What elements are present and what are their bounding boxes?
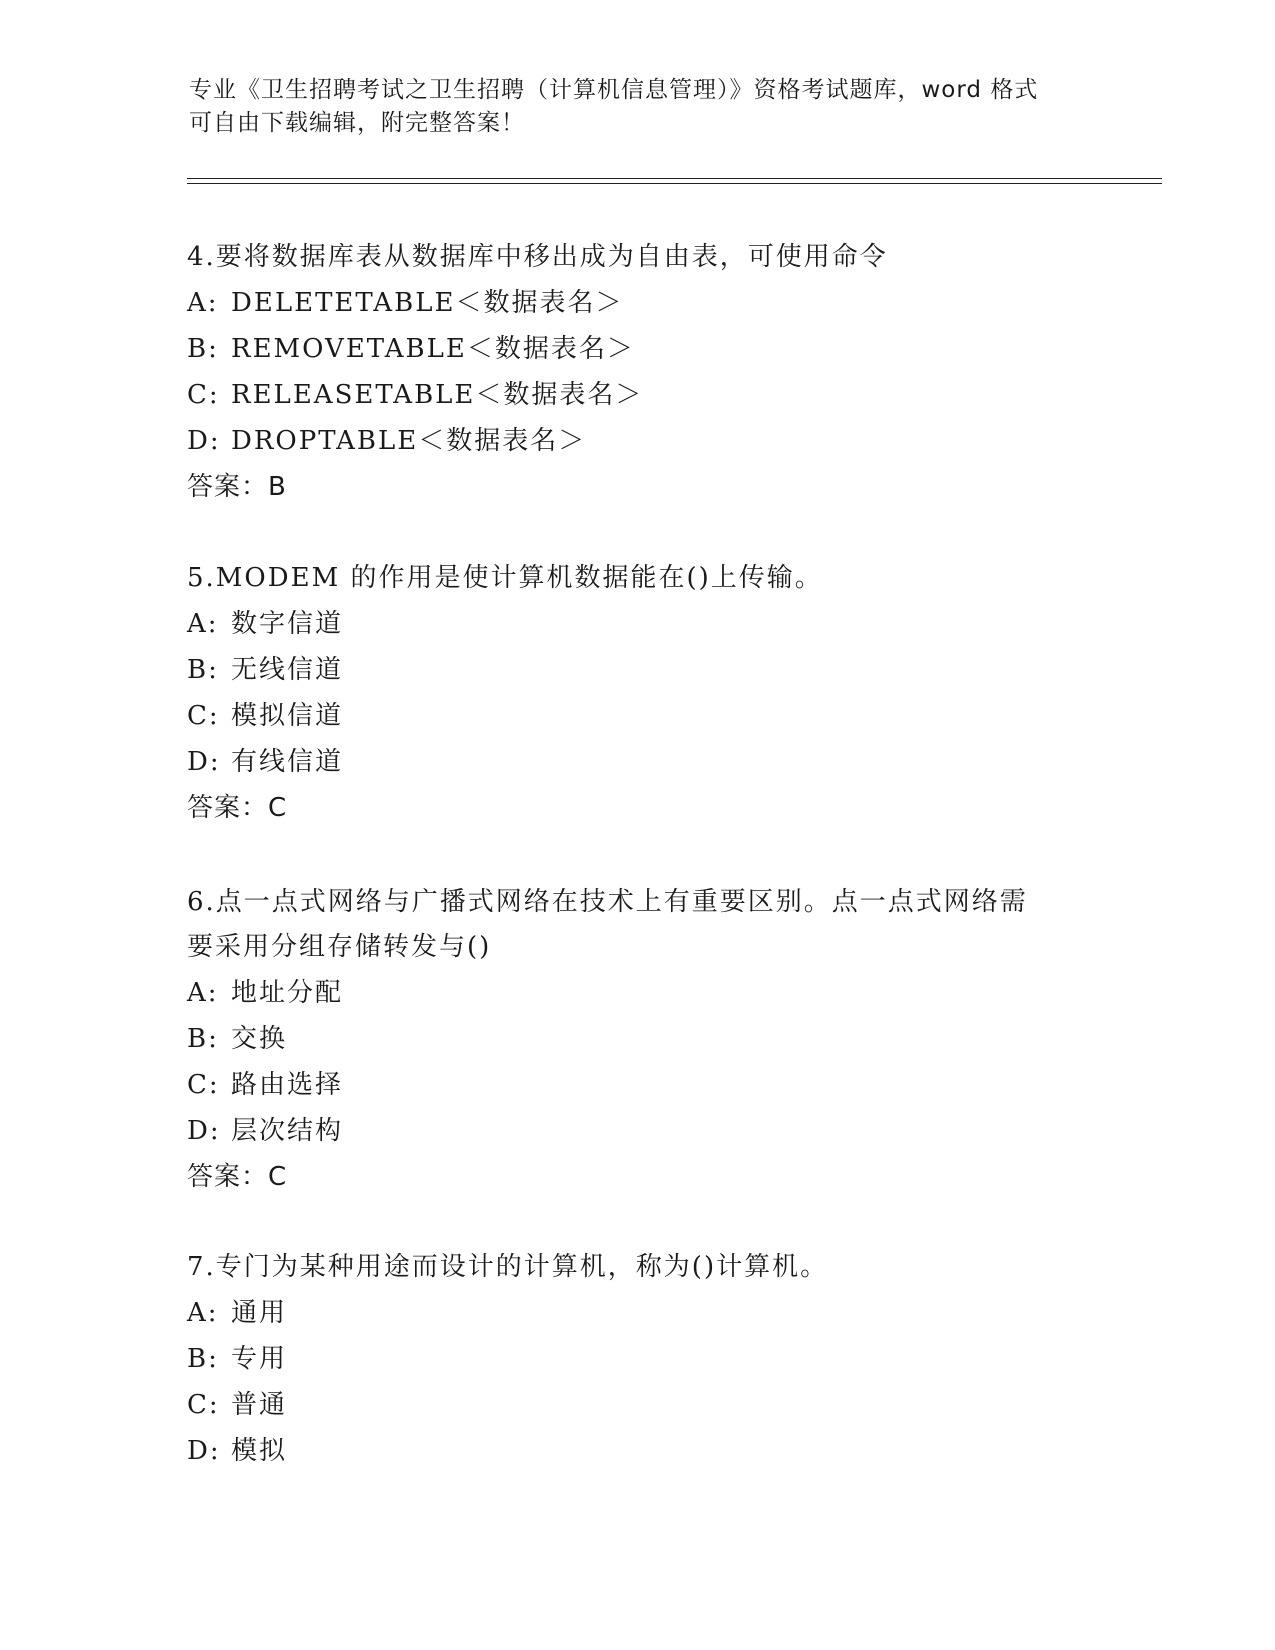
- option-text: 层次结构: [231, 1116, 344, 1146]
- document-header: [189, 74, 1069, 140]
- option-letter: C:: [187, 1070, 220, 1100]
- option-letter: C:: [187, 701, 220, 731]
- option-text: 有线信道: [231, 747, 344, 777]
- option-letter: D:: [187, 1116, 221, 1146]
- question-stem: 5.MODEM 的作用是使计算机数据能在()上传输。: [187, 563, 823, 593]
- option-letter: A:: [187, 978, 219, 1008]
- option-a: [187, 601, 1087, 647]
- option-d: [187, 418, 1087, 464]
- question-7: [187, 1245, 1087, 1474]
- option-letter: D:: [187, 747, 221, 777]
- option-c: [187, 1382, 1087, 1428]
- option-letter: B:: [187, 334, 219, 364]
- question-6: [187, 880, 1087, 1200]
- question-stem: 4.要将数据库表从数据库中移出成为自由表，可使用命令: [187, 242, 888, 272]
- option-c: [187, 1062, 1087, 1108]
- question-4: [187, 235, 1087, 510]
- header-divider-bottom: [187, 183, 1162, 184]
- option-letter: D:: [187, 1436, 221, 1466]
- option-a: [187, 970, 1087, 1016]
- option-letter: A:: [187, 1298, 219, 1328]
- option-letter: A:: [187, 288, 219, 318]
- answer-line: 答案：C: [187, 1162, 288, 1192]
- option-text: 无线信道: [231, 655, 344, 685]
- option-letter: C:: [187, 1390, 220, 1420]
- option-letter: D:: [187, 426, 221, 456]
- header-divider-top: [187, 178, 1162, 179]
- option-b: [187, 1336, 1087, 1382]
- option-a: [187, 280, 1087, 326]
- option-text: 专用: [231, 1344, 288, 1374]
- option-text: 模拟信道: [231, 701, 344, 731]
- option-letter: B:: [187, 655, 219, 685]
- option-b: [187, 1016, 1087, 1062]
- header-line-2: 可自由下载编辑，附完整答案！: [189, 110, 525, 136]
- option-text: DROPTABLE＜数据表名＞: [231, 426, 587, 456]
- option-text: 地址分配: [231, 978, 344, 1008]
- answer-line: 答案：B: [187, 472, 287, 502]
- option-c: [187, 372, 1087, 418]
- question-stem: 6.点一点式网络与广播式网络在技术上有重要区别。点一点式网络需要采用分组存储转发与(): [187, 887, 1028, 962]
- option-text: RELEASETABLE＜数据表名＞: [231, 380, 644, 410]
- option-letter: B:: [187, 1344, 219, 1374]
- option-letter: A:: [187, 609, 219, 639]
- option-a: [187, 1290, 1087, 1336]
- option-d: [187, 1108, 1087, 1154]
- option-text: REMOVETABLE＜数据表名＞: [231, 334, 635, 364]
- question-stem: 7.专门为某种用途而设计的计算机，称为()计算机。: [187, 1252, 829, 1282]
- option-text: 通用: [231, 1298, 288, 1328]
- option-text: 交换: [231, 1024, 288, 1054]
- option-c: [187, 693, 1087, 739]
- option-text: 数字信道: [231, 609, 344, 639]
- header-line-1: 专业《卫生招聘考试之卫生招聘（计算机信息管理）》资格考试题库，word 格式: [189, 77, 1039, 103]
- option-text: DELETETABLE＜数据表名＞: [231, 288, 624, 318]
- option-text: 模拟: [231, 1436, 288, 1466]
- option-d: [187, 1428, 1087, 1474]
- option-letter: B:: [187, 1024, 219, 1054]
- option-b: [187, 326, 1087, 372]
- answer-line: 答案：C: [187, 793, 288, 823]
- option-text: 路由选择: [231, 1070, 344, 1100]
- option-b: [187, 647, 1087, 693]
- option-letter: C:: [187, 380, 220, 410]
- option-d: [187, 739, 1087, 785]
- option-text: 普通: [231, 1390, 288, 1420]
- question-5: [187, 556, 1087, 831]
